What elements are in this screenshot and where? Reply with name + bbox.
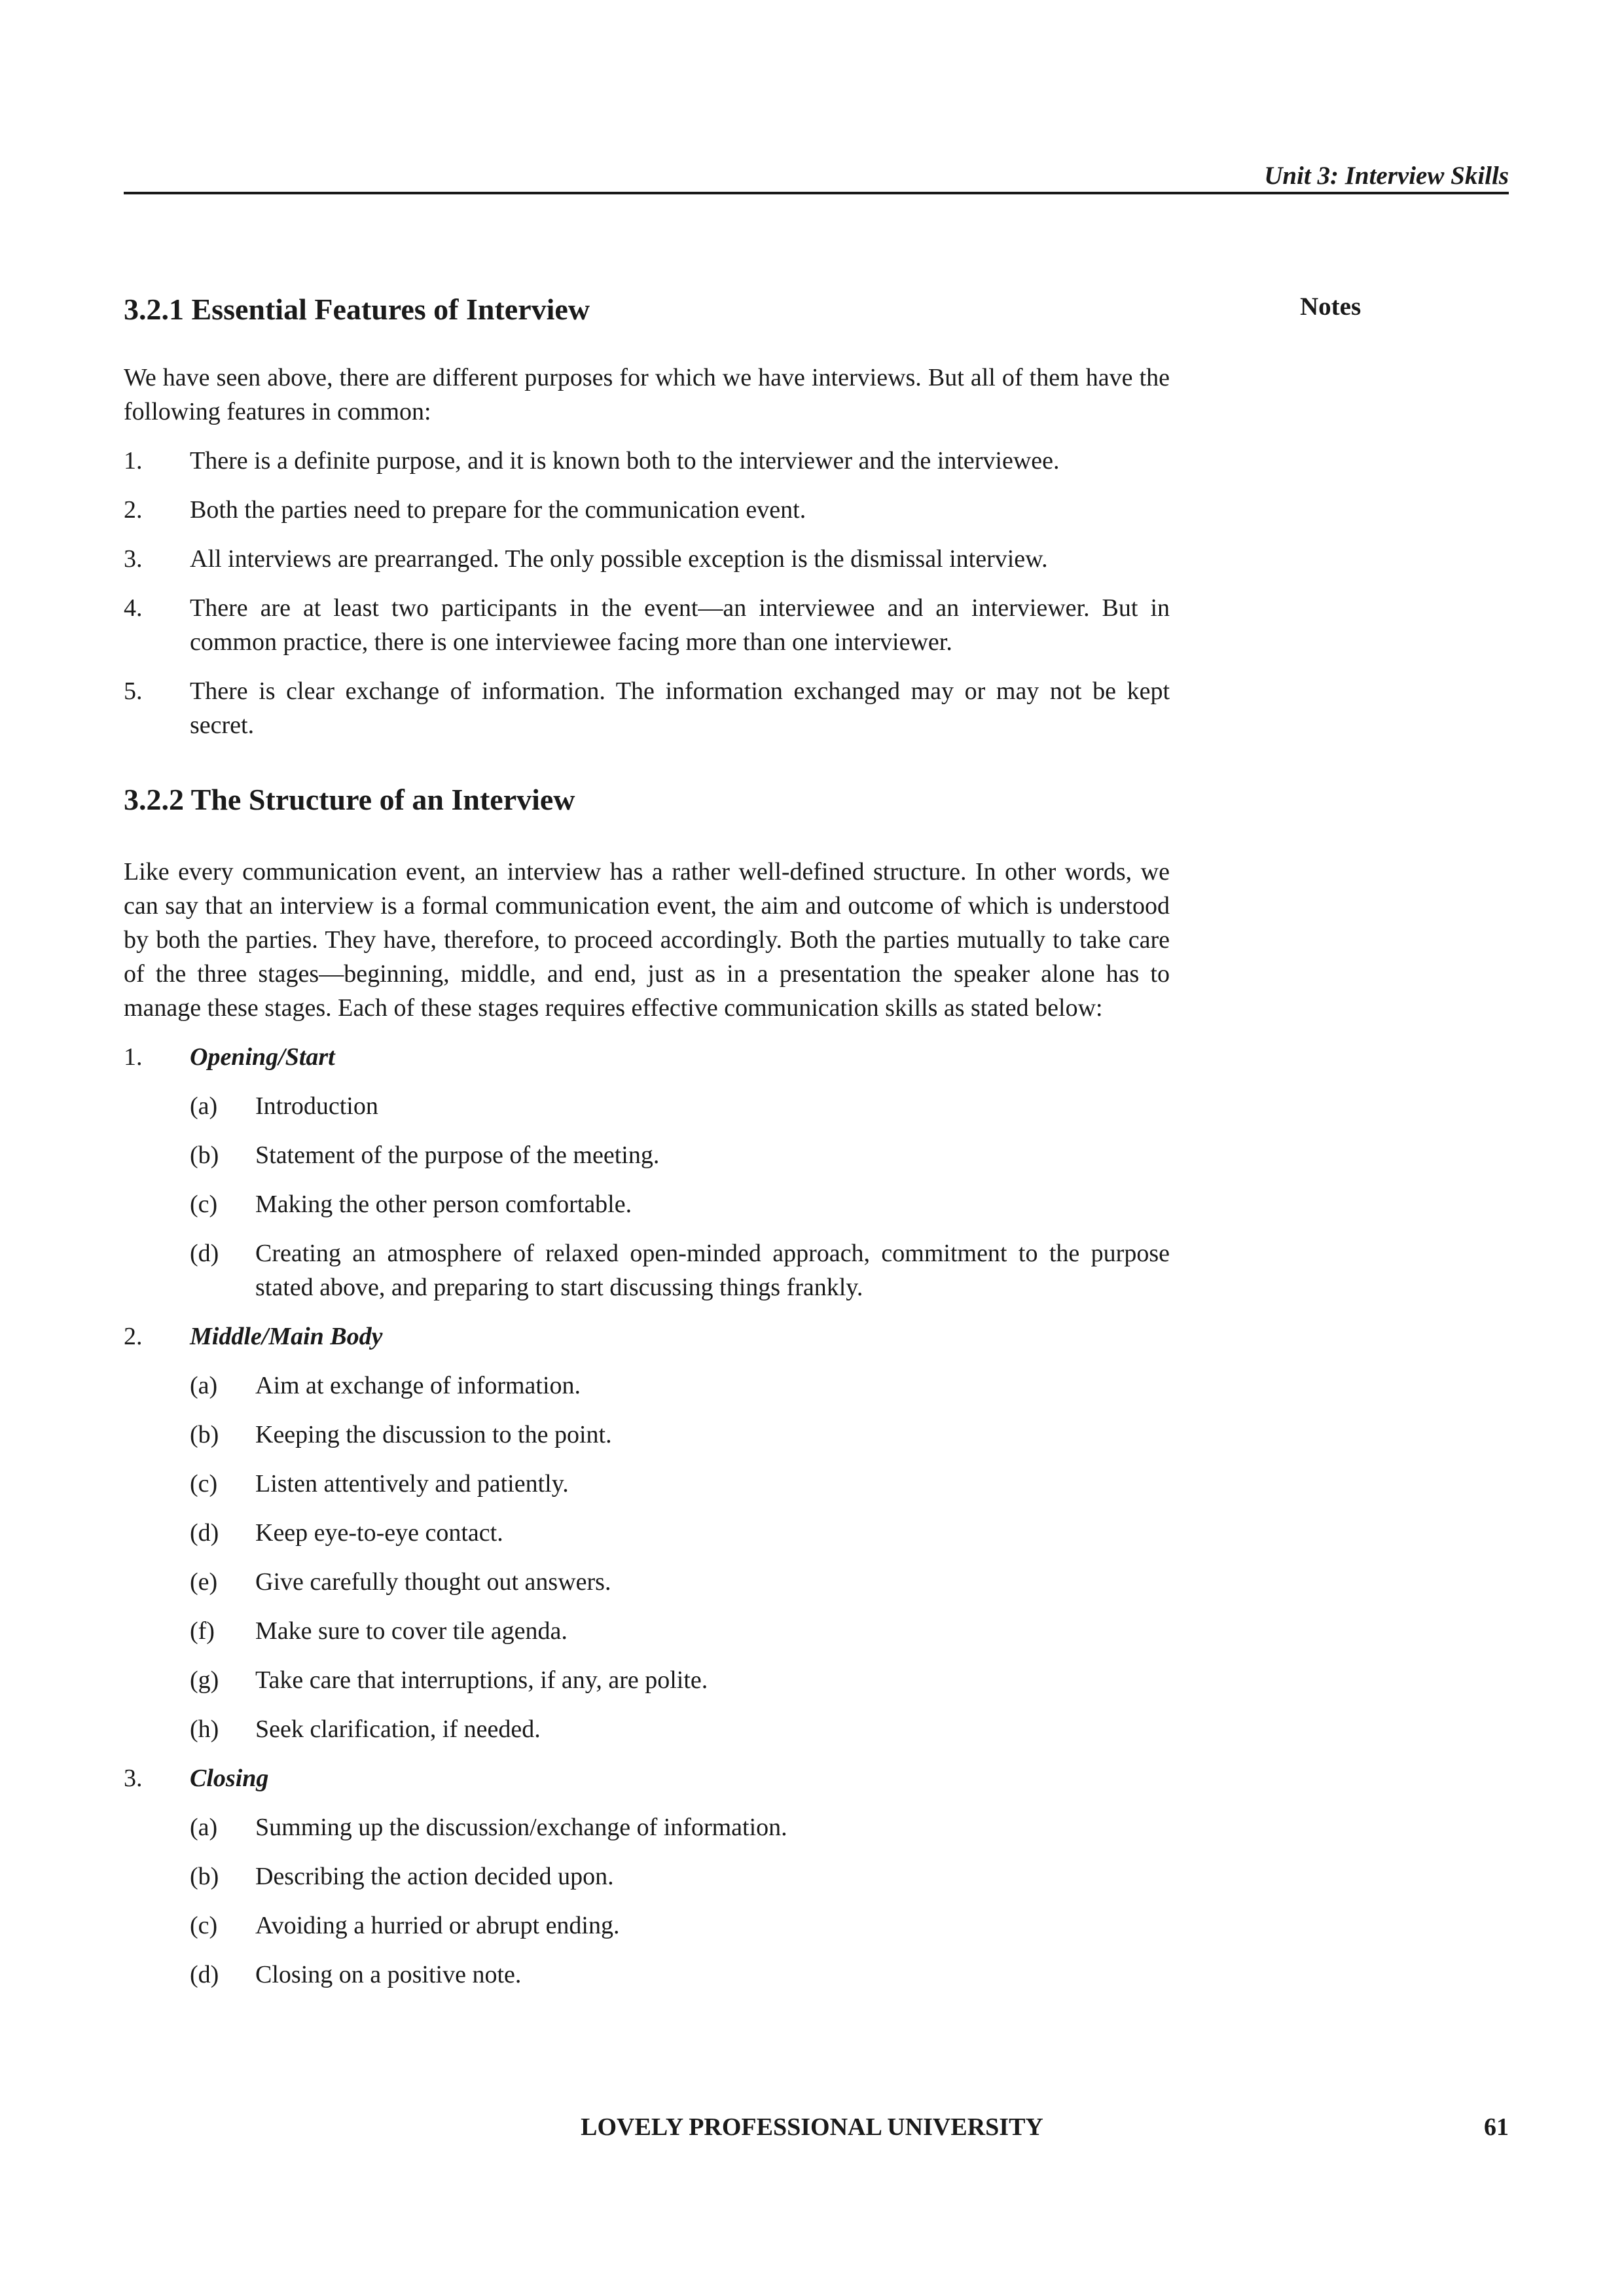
list-item-number: 1.: [124, 1043, 143, 1071]
sub-list-item: [124, 1089, 1170, 1123]
sub-list-item: [124, 1565, 1170, 1599]
stage-heading-middle: [124, 1319, 1170, 1354]
sub-list-item: [124, 1516, 1170, 1550]
page-body: [124, 290, 1170, 1992]
sub-item-text: Make sure to cover tile agenda.: [255, 1617, 568, 1645]
stage-heading-opening: [124, 1040, 1170, 1074]
sub-item-letter: (d): [190, 1519, 219, 1547]
sub-item-text: Describing the action decided upon.: [255, 1863, 614, 1890]
sub-list-item: [124, 1418, 1170, 1452]
sub-list-item: [124, 1663, 1170, 1697]
sub-item-text: Making the other person comfortable.: [255, 1191, 632, 1218]
sub-list-item: [124, 1810, 1170, 1844]
sub-item-text: Listen attentively and patiently.: [255, 1470, 569, 1498]
sub-item-letter: (a): [190, 1092, 218, 1120]
sub-item-letter: (h): [190, 1715, 219, 1743]
list-item-number: 1.: [124, 447, 143, 475]
sub-item-text: Keep eye-to-eye contact.: [255, 1519, 503, 1547]
sub-list-item: [124, 1236, 1170, 1304]
sub-list-item: [124, 1138, 1170, 1172]
sub-item-letter: (e): [190, 1568, 218, 1596]
sub-item-letter: (a): [190, 1372, 218, 1399]
list-item: [124, 542, 1170, 576]
list-item-number: 2.: [124, 1323, 143, 1350]
sub-item-letter: (a): [190, 1814, 218, 1841]
list-item-number: 5.: [124, 677, 143, 705]
list-item-text: All interviews are prearranged. The only possible exception is the dismissal interview.: [190, 545, 1048, 573]
sub-item-text: Aim at exchange of information.: [255, 1372, 581, 1399]
stage-heading-closing: [124, 1761, 1170, 1795]
sub-item-letter: (c): [190, 1191, 218, 1218]
list-item-text: There are at least two participants in the event—an interviewee and an interviewer. But in common practice, there is one interviewee facing more than one interviewer.: [190, 594, 1170, 656]
header-rule: [124, 192, 1509, 194]
sub-item-letter: (d): [190, 1240, 219, 1267]
sub-item-text: Creating an atmosphere of relaxed open-minded approach, commitment to the purpose stated above, and preparing to start discussing things frankly.: [255, 1240, 1170, 1301]
sub-item-text: Keeping the discussion to the point.: [255, 1421, 612, 1448]
sub-item-text: Introduction: [255, 1092, 378, 1120]
section-intro-paragraph: We have seen above, there are different purposes for which we have interviews. But all of them have the following features in common:: [124, 364, 1170, 425]
sub-list-item: [124, 1369, 1170, 1403]
sub-list-item: [124, 1614, 1170, 1648]
stage-title: Opening/Start: [190, 1043, 335, 1071]
list-item: [124, 674, 1170, 742]
sub-item-text: Statement of the purpose of the meeting.: [255, 1141, 660, 1169]
list-item: [124, 493, 1170, 527]
sub-list-item: [124, 1712, 1170, 1746]
section-intro-paragraph: Like every communication event, an interview has a rather well-defined structure. In other words, we can say that an interview is a formal communication event, the aim and outcome of which is understood by both the parties. They have, therefore, to proceed accordingly. Both the parties mutually to take care of the three stages—beginning, middle, and end, just as in a presentation the speaker alone has to manage these stages. Each of these stages requires effective communication skills as stated below:: [124, 858, 1170, 1022]
sub-item-letter: (c): [190, 1912, 218, 1939]
stage-title: Closing: [190, 1765, 269, 1792]
section-heading-essential-features: 3.2.1 Essential Features of Interview: [124, 293, 590, 326]
sub-item-text: Closing on a positive note.: [255, 1961, 522, 1988]
section-heading-structure: 3.2.2 The Structure of an Interview: [124, 783, 575, 816]
sub-item-letter: (d): [190, 1961, 219, 1988]
sub-item-letter: (g): [190, 1666, 219, 1694]
sub-item-text: Take care that interruptions, if any, are polite.: [255, 1666, 708, 1694]
sub-list-item: [124, 1467, 1170, 1501]
sub-item-text: Avoiding a hurried or abrupt ending.: [255, 1912, 620, 1939]
sub-item-letter: (b): [190, 1863, 219, 1890]
list-item-number: 2.: [124, 496, 143, 524]
margin-notes-label: Notes: [1300, 293, 1362, 321]
list-item: [124, 591, 1170, 659]
sub-list-item: [124, 1187, 1170, 1221]
sub-item-text: Give carefully thought out answers.: [255, 1568, 611, 1596]
sub-item-letter: (f): [190, 1617, 215, 1645]
list-item-number: 4.: [124, 594, 143, 622]
list-item-number: 3.: [124, 545, 143, 573]
sub-item-text: Summing up the discussion/exchange of information.: [255, 1814, 787, 1841]
running-header-title: Unit 3: Interview Skills: [1264, 162, 1509, 190]
stage-title: Middle/Main Body: [190, 1323, 383, 1350]
sub-list-item: [124, 1909, 1170, 1943]
sub-list-item: [124, 1859, 1170, 1893]
list-item: [124, 444, 1170, 478]
list-item-number: 3.: [124, 1765, 143, 1792]
list-item-text: There is clear exchange of information. The information exchanged may or may not be kept secret.: [190, 677, 1170, 739]
footer-page-number: 61: [1484, 2113, 1509, 2141]
sub-item-letter: (b): [190, 1141, 219, 1169]
sub-item-letter: (b): [190, 1421, 219, 1448]
sub-item-text: Seek clarification, if needed.: [255, 1715, 541, 1743]
sub-item-letter: (c): [190, 1470, 218, 1498]
footer-university-name: LOVELY PROFESSIONAL UNIVERSITY: [581, 2113, 1043, 2141]
list-item-text: There is a definite purpose, and it is known both to the interviewer and the interviewee.: [190, 447, 1060, 475]
list-item-text: Both the parties need to prepare for the communication event.: [190, 496, 806, 524]
sub-list-item: [124, 1958, 1170, 1992]
